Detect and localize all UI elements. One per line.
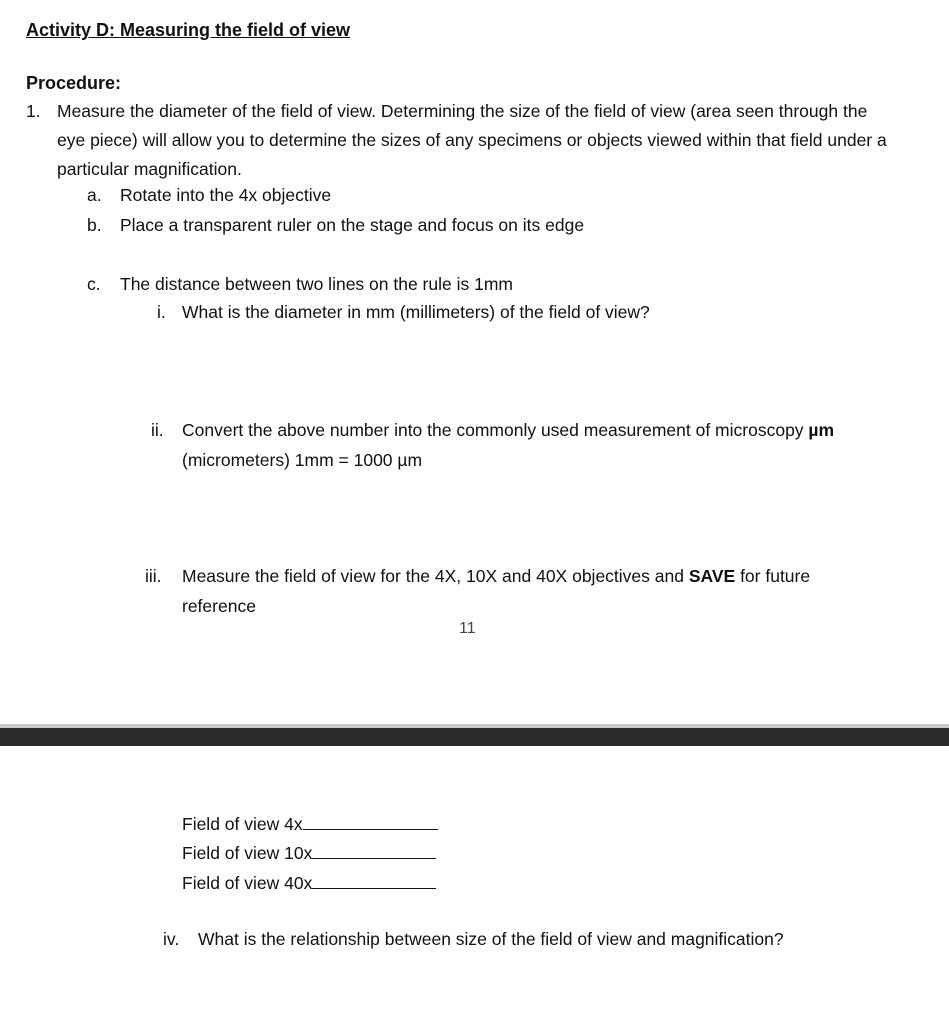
substep-a-text: Rotate into the 4x objective	[120, 185, 332, 205]
question-iv-text: What is the relationship between size of the field of view and magnification?	[198, 929, 784, 949]
question-ii-line1	[182, 420, 834, 441]
page-break-divider	[0, 728, 949, 746]
question-iii-text: Measure the field of view for the 4X, 10X and 40X objectives and	[182, 566, 689, 586]
fov-10x-row	[182, 842, 436, 864]
question-iii-text-after: for future	[735, 566, 811, 586]
step-1-text: Measure the diameter of the field of view. Determining the size of the field of view (area seen through the eye piece) will allow you to determine the sizes of any specimens or objects viewed within that field under a particular magnification.	[57, 101, 887, 179]
fov-4x-label: Field of view 4x	[182, 814, 303, 834]
fov-10x-label: Field of view 10x	[182, 843, 313, 863]
micrometer-unit: µm	[808, 420, 835, 440]
save-emphasis: SAVE	[688, 566, 736, 586]
fov-40x-label: Field of view 40x	[182, 873, 313, 893]
question-iii-marker: iii.	[145, 566, 162, 586]
fov-10x-blank[interactable]	[312, 842, 436, 859]
substep-c-text: The distance between two lines on the rule is 1mm	[120, 274, 513, 294]
question-iv-marker: iv.	[163, 929, 180, 949]
substep-a-marker: a.	[87, 185, 102, 205]
question-ii-line2: (micrometers) 1mm = 1000 µm	[182, 450, 423, 470]
fov-4x-blank[interactable]	[303, 813, 438, 830]
substep-b-marker: b.	[87, 215, 102, 235]
substep-c-marker: c.	[87, 274, 101, 294]
fov-4x-row	[182, 813, 438, 835]
substep-b-text: Place a transparent ruler on the stage and focus on its edge	[120, 215, 585, 235]
page-number: 11	[459, 620, 476, 637]
activity-title: Activity D: Measuring the field of view	[26, 20, 351, 40]
question-iii-line1	[182, 566, 810, 587]
procedure-label: Procedure:	[26, 73, 122, 93]
question-ii-marker: ii.	[151, 420, 164, 440]
step-1-marker: 1.	[26, 101, 41, 121]
fov-40x-row	[182, 872, 436, 894]
question-ii-text: Convert the above number into the commonly used measurement of microscopy	[182, 420, 809, 440]
question-i-marker: i.	[157, 302, 166, 322]
question-i-text: What is the diameter in mm (millimeters) of the field of view?	[182, 302, 650, 322]
fov-40x-blank[interactable]	[312, 872, 436, 889]
question-iii-line2: reference	[182, 596, 256, 616]
